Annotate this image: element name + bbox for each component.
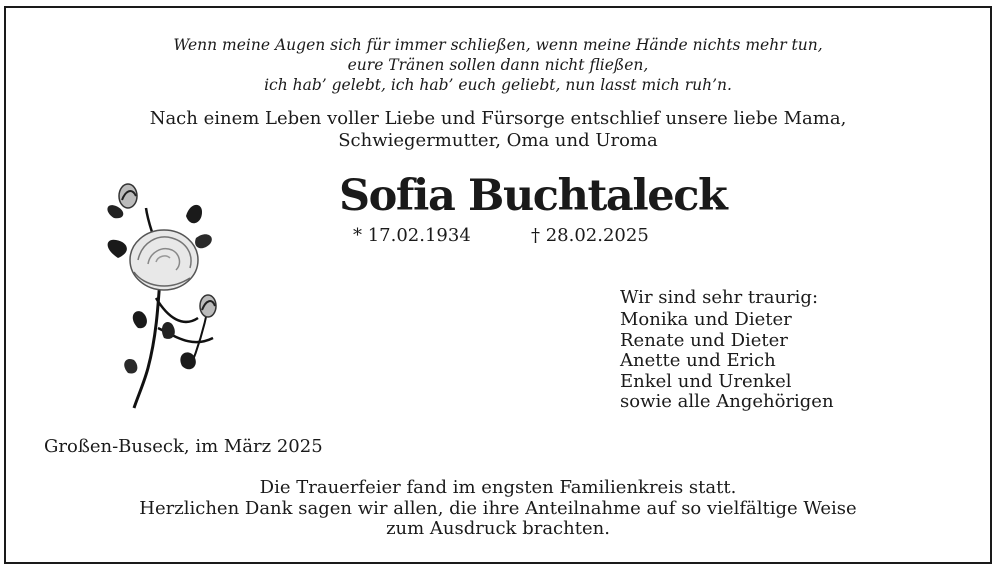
mourner-name: Anette und Erich	[620, 350, 776, 372]
mourner-name: sowie alle Angehörigen	[620, 391, 834, 413]
intro-text	[6, 108, 990, 152]
obituary-notice	[4, 6, 992, 564]
poem-line: ich hab’ gelebt, ich hab’ euch geliebt, nun lasst mich ruh’n.	[264, 76, 732, 94]
deceased-name: Sofia Buchtaleck	[339, 171, 727, 221]
closing-line: Herzlichen Dank sagen wir allen, die ihre Anteilnahme auf so vielfältige Weise	[139, 497, 857, 519]
mourner-name: Monika und Dieter	[620, 309, 792, 331]
poem-line: eure Tränen sollen dann nicht fließen,	[347, 56, 649, 74]
death-date: † 28.02.2025	[531, 225, 649, 246]
rose-icon	[98, 178, 228, 410]
intro-line: Nach einem Leben voller Liebe und Fürsorge entschlief unsere liebe Mama,	[149, 108, 847, 129]
poem-line: Wenn meine Augen sich für immer schließen, wenn meine Hände nichts mehr tun,	[173, 36, 823, 54]
intro-line: Schwiegermutter, Oma und Uroma	[338, 130, 658, 151]
mourners-heading: Wir sind sehr traurig:	[620, 287, 819, 308]
closing-line: Die Trauerfeier fand im engsten Familienkreis statt.	[259, 477, 737, 498]
mourners-list	[620, 288, 834, 412]
place-and-date: Großen-Buseck, im März 2025	[44, 436, 323, 457]
mourner-name: Renate und Dieter	[620, 329, 788, 351]
poem	[6, 35, 990, 95]
birth-date: * 17.02.1934	[353, 225, 471, 246]
closing-text	[6, 478, 990, 540]
closing-line: zum Ausdruck brachten.	[386, 518, 610, 539]
mourner-name: Enkel und Urenkel	[620, 370, 792, 392]
